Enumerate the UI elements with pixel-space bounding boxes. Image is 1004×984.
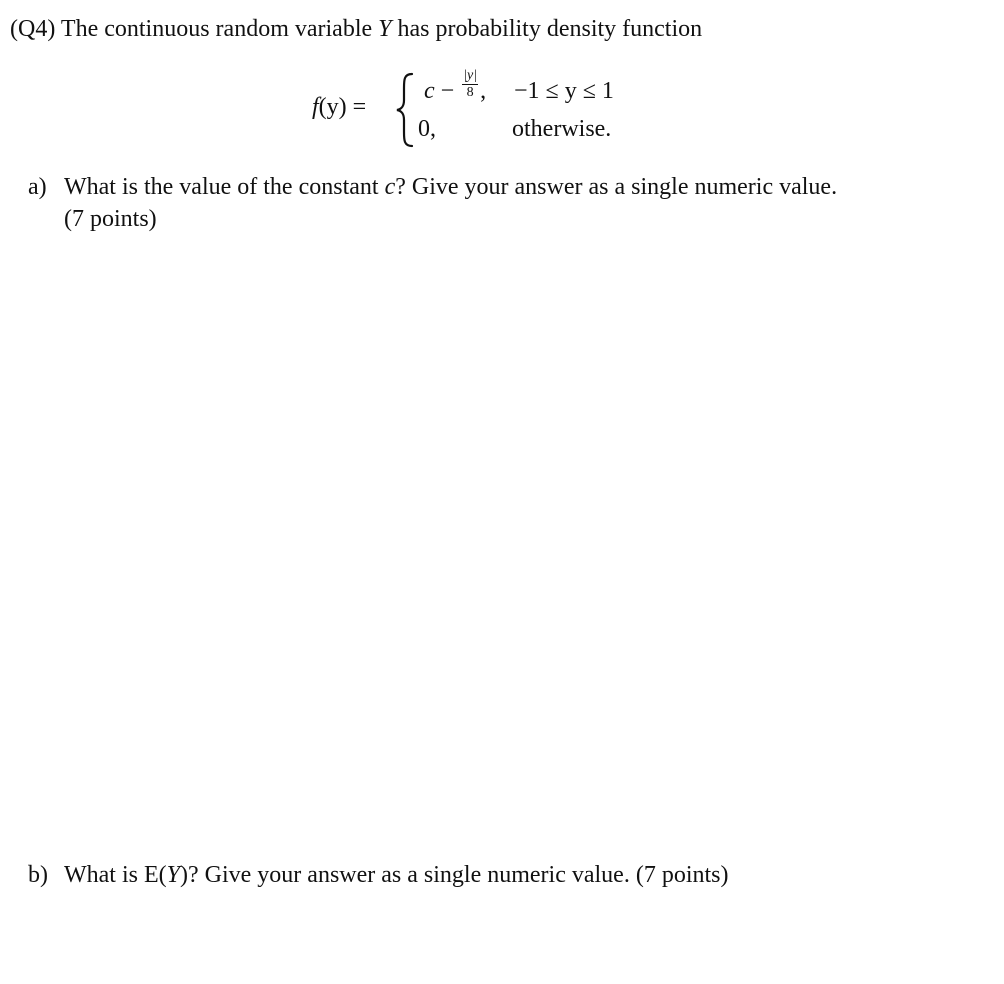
- random-variable: Y: [378, 16, 392, 42]
- equals-sign: =: [352, 94, 367, 120]
- question-intro: [10, 14, 702, 44]
- fraction-denominator: 8: [466, 84, 474, 100]
- intro-text-after: has probability density function: [397, 16, 703, 42]
- part-b-text-before: What is E(: [64, 862, 167, 888]
- part-b-variable: Y: [166, 862, 180, 888]
- question-label: (Q4): [10, 16, 56, 42]
- part-a-text-after: ? Give your answer as a single numeric value.: [395, 174, 838, 200]
- function-argument: (y): [318, 94, 347, 120]
- part-b-text-after: )? Give your answer as a single numeric value. (7 points): [180, 862, 729, 888]
- part-a-label: a): [28, 174, 47, 200]
- part-a-constant: c: [384, 174, 396, 200]
- part-b-label: b): [28, 862, 48, 888]
- intro-text-before: The continuous random variable: [60, 16, 373, 42]
- case1-condition: −1 ≤ y ≤ 1: [514, 78, 614, 104]
- part-a-text-before: What is the value of the constant: [64, 174, 379, 200]
- fraction-numerator: |y|: [463, 67, 478, 83]
- minus-sign: −: [440, 78, 455, 104]
- part-a-question: [64, 172, 837, 202]
- equation-lhs: [312, 92, 366, 122]
- case2-condition: otherwise.: [512, 116, 612, 142]
- case1-expression: [424, 67, 487, 108]
- abs-y-over-8-fraction: [462, 69, 478, 100]
- case2-expression: 0,: [418, 116, 436, 142]
- part-a-points: (7 points): [64, 206, 157, 232]
- left-brace-icon: [394, 72, 416, 148]
- constant-c: c: [424, 78, 435, 104]
- pdf-equation: [312, 68, 672, 148]
- part-b-question: [64, 860, 729, 890]
- function-name: f: [312, 94, 319, 120]
- case1-comma: ,: [480, 78, 487, 104]
